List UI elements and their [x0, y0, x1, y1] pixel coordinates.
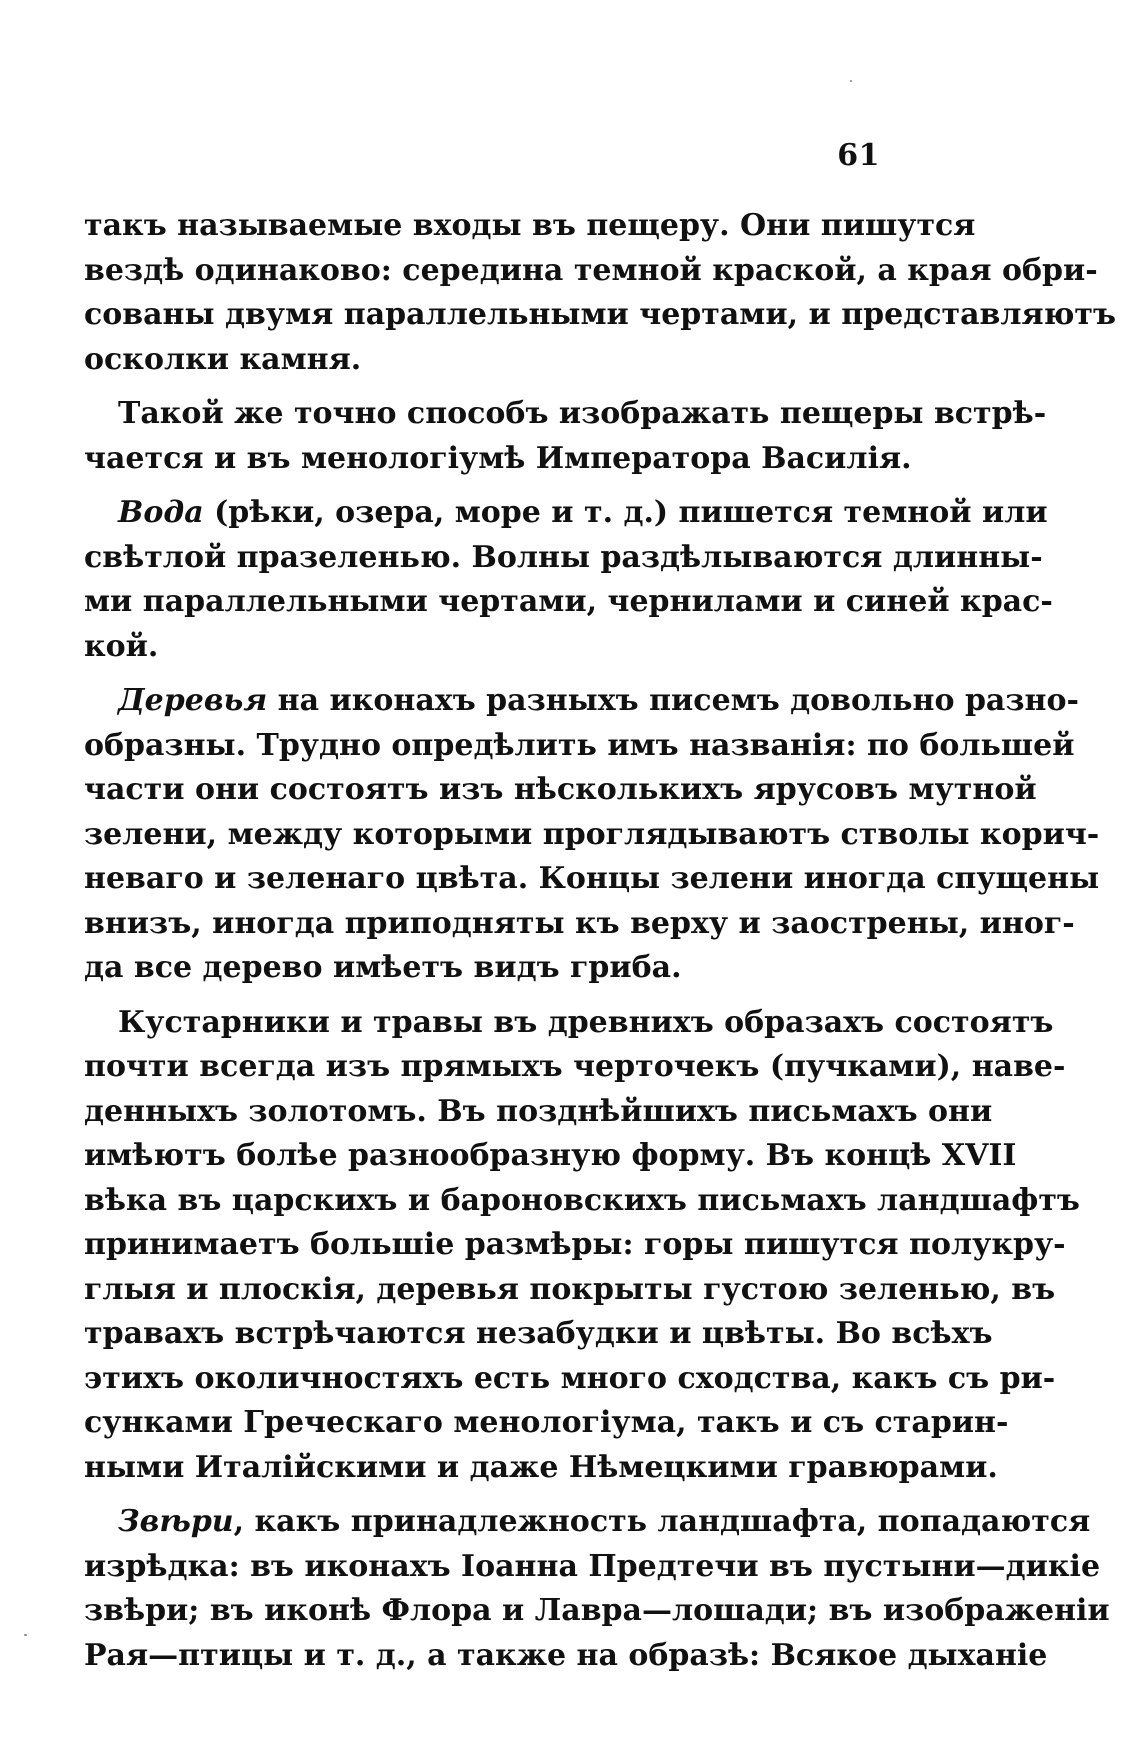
body-text — [84, 204, 1117, 1688]
text-line: свѣтлой празеленью. Волны раздѣлываются длинны- — [84, 539, 1043, 575]
paragraph-water — [84, 491, 1053, 669]
text-line: травахъ встрѣчаются незабудки и цвѣты. Во всѣхъ — [84, 1316, 993, 1351]
text-fragment: , какъ принадлежность ландшафта, попадаются — [233, 1504, 1091, 1539]
text-line — [84, 1500, 1091, 1545]
scan-speck — [850, 80, 852, 82]
text-line: принимаетъ большіе размѣры: горы пишутся полукру- — [84, 1227, 1066, 1262]
text-line: имѣютъ болѣе разнообразную форму. Въ концѣ XVII — [84, 1138, 1017, 1173]
text-line: такъ называемые входы въ пещеру. Они пишутся — [84, 208, 976, 243]
text-line: неваго и зеленаго цвѣта. Концы зелени иногда спущены — [84, 861, 1100, 896]
text-line: почти всегда изъ прямыхъ черточекъ (пучками), наве- — [84, 1049, 1066, 1084]
text-line: чается и въ менологіумѣ Императора Василія. — [84, 440, 912, 476]
text-line — [84, 679, 1079, 724]
text-line: внизъ, иногда приподняты къ верху и заострены, иног- — [84, 905, 1075, 941]
text-line: вездѣ одинаково: середина темной краской, а края обри- — [84, 252, 1098, 288]
text-line: части они состоятъ изъ нѣсколькихъ ярусовъ мутной — [84, 772, 1037, 807]
text-line: сованы двумя параллельными чертами, и представляютъ — [84, 297, 1117, 332]
text-line: осколки камня. — [84, 341, 362, 377]
text-line: звѣри; въ иконѣ Флора и Лавра—лошади; въ изображеніи — [84, 1593, 1110, 1628]
text-line: да все дерево имѣетъ видъ гриба. — [84, 950, 682, 985]
term-beasts: Звѣри — [118, 1504, 234, 1539]
text-fragment: на иконахъ разныхъ писемъ довольно разно- — [267, 683, 1079, 718]
text-line: глыя и плоскія, деревья покрыты густою зеленью, въ — [84, 1271, 1056, 1307]
text-line: этихъ околичностяхъ есть много сходства, какъ съ ри- — [84, 1360, 1056, 1396]
text-line: сунками Греческаго менологіума, такъ и съ старин- — [84, 1405, 1009, 1440]
text-line: денныхъ золотомъ. Въ позднѣйшихъ письмахъ они — [84, 1093, 993, 1129]
text-line: Такой же точно способъ изображать пещеры встрѣ- — [118, 396, 1047, 431]
paragraph-trees — [84, 679, 1100, 991]
text-line: ными Италійскими и даже Нѣмецкими гравюрами. — [84, 1449, 998, 1485]
text-line: Кустарники и травы въ древнихъ образахъ состоятъ — [118, 1004, 1054, 1040]
text-line — [84, 491, 1048, 536]
text-line: изрѣдка: въ иконахъ Іоанна Предтечи въ пустыни—дикіе — [84, 1548, 1101, 1584]
text-fragment: (рѣки, озера, море и т. д.) пишется темной или — [203, 495, 1048, 530]
paragraph-menologium — [84, 392, 1047, 481]
text-line: зелени, между которыми проглядываютъ стволы корич- — [84, 816, 1100, 852]
term-trees: Деревья — [118, 683, 268, 718]
text-line: ми параллельными чертами, чернилами и синей крас- — [84, 584, 1053, 619]
text-line: Рая—птицы и т. д., а также на образѣ: Всякое дыханіе — [84, 1637, 1048, 1673]
text-line: кой. — [84, 628, 159, 664]
paragraph-shrubs — [84, 1001, 1080, 1491]
paragraph-caves-continued — [84, 204, 1117, 382]
paragraph-beasts — [84, 1500, 1110, 1678]
text-line: образны. Трудно опредѣлить имъ названія: по большей — [84, 727, 1075, 763]
page-number: 61 — [837, 138, 880, 173]
text-line: вѣка въ царскихъ и бароновскихъ письмахъ ландшафтъ — [84, 1182, 1080, 1218]
scan-speck — [24, 1634, 27, 1636]
term-water: Вода — [118, 495, 204, 530]
